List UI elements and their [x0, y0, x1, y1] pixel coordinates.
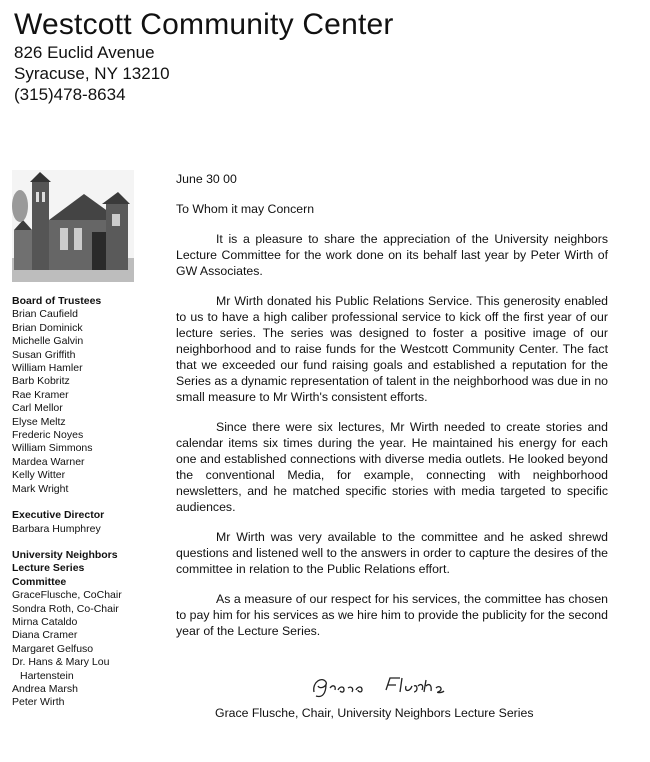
letter-date: June 30 00 — [176, 172, 237, 186]
committee-heading: Lecture Series — [12, 562, 85, 575]
board-member: William Simmons — [12, 442, 93, 455]
board-member: Carl Mellor — [12, 402, 63, 415]
signature-line: Grace Flusche, Chair, University Neighbors Lecture Series — [215, 706, 534, 720]
committee-member-continued: Hartenstein — [20, 669, 74, 682]
sidebar-roster — [12, 295, 157, 710]
board-heading: Board of Trustees — [12, 295, 102, 307]
board-member: Elyse Meltz — [12, 415, 66, 428]
committee-member: GraceFlusche, CoChair — [12, 589, 122, 602]
street-address: 826 Euclid Avenue — [14, 43, 155, 62]
committee-member: Mirna Cataldo — [12, 615, 78, 628]
handwritten-signature — [308, 672, 488, 702]
board-member: Barb Kobritz — [12, 375, 70, 388]
committee-member: Sondra Roth, Co-Chair — [12, 602, 119, 615]
committee-member: Diana Cramer — [12, 629, 78, 642]
community-center-building-image — [12, 170, 134, 282]
phone-number: (315)478-8634 — [14, 85, 126, 104]
letter-paragraph: Since there were six lectures, Mr Wirth needed to create stories and calendar items six times during the year. He maintained his energy for each one and established connections with diverse media outlets. He looked beyond the conventional Media, for example, connecting with neighborhood newsletters, and he matched specific stories with media targeted to specific audiences. — [176, 420, 608, 514]
board-member: Kelly Witter — [12, 469, 66, 482]
letter-paragraph: It is a pleasure to share the appreciation of the University neighbors Lecture Committee for the work done on its behalf last year by Peter Wirth of GW Associates. — [176, 232, 608, 278]
salutation: To Whom it may Concern — [176, 202, 315, 216]
board-member: Mardea Warner — [12, 455, 85, 468]
org-name: Westcott Community Center — [14, 8, 394, 41]
letterhead — [14, 8, 394, 105]
director-heading: Executive Director — [12, 509, 105, 522]
committee-member: Andrea Marsh — [12, 682, 78, 695]
letter-paragraph: Mr Wirth donated his Public Relations Service. This generosity enabled to us to have a high caliber professional service to kick off the first year of our lecture series. The series was designed to foster a positive image of our neighborhood and to raise funds for the Westcott Community Center. The fact that we exceeded our fund raising goals and established a reputation for the Series as a dynamic representation of talent in the neighborhood was due in no small measure to Mr Wirth's consistent efforts. — [176, 294, 608, 404]
director-name: Barbara Humphrey — [12, 522, 101, 535]
committee-member: Peter Wirth — [12, 696, 65, 709]
letter-body — [176, 171, 608, 653]
committee-member: Margaret Gelfuso — [12, 642, 94, 655]
committee-member: Dr. Hans & Mary Lou — [12, 656, 110, 669]
letter-paragraph: Mr Wirth was very available to the committee and he asked shrewd questions and listened well to the answers in order to capture the desires of the committee in relation to the Public Relations effort. — [176, 530, 608, 576]
board-member: William Hamler — [12, 362, 83, 375]
board-member: Brian Caufield — [12, 308, 78, 321]
board-member: Michelle Galvin — [12, 335, 84, 348]
committee-heading: University Neighbors — [12, 548, 118, 561]
committee-heading: Committee — [12, 575, 67, 588]
board-member: Brian Dominick — [12, 321, 83, 334]
letter-paragraph: As a measure of our respect for his services, the committee has chosen to pay him for his services as we hire him to provide the publicity for the second year of the Lecture Series. — [176, 592, 608, 638]
board-member: Susan Griffith — [12, 348, 76, 361]
board-member: Frederic Noyes — [12, 429, 84, 442]
board-member: Mark Wright — [12, 482, 69, 495]
city-state-zip: Syracuse, NY 13210 — [14, 64, 170, 83]
board-member: Rae Kramer — [12, 388, 69, 401]
